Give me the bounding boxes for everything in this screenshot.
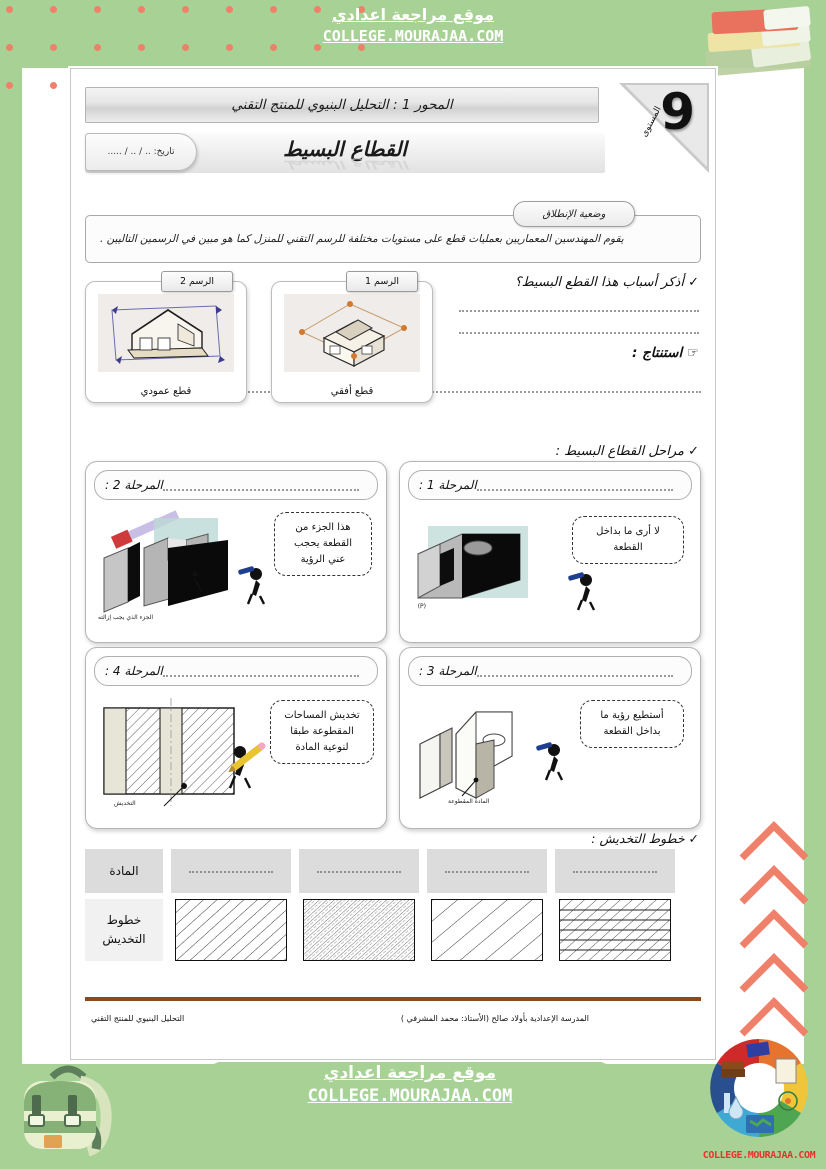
hatch-pattern-wide-diagonal — [431, 899, 543, 961]
hatch-lines-header: خطوط التخديش — [85, 899, 163, 961]
bottom-banner-url[interactable]: COLLEGE.MOURAJAA.COM — [307, 1086, 513, 1106]
stage-card-3 — [399, 647, 701, 829]
decor-dot — [226, 44, 233, 51]
hatch-pattern-cell — [555, 899, 675, 961]
decor-dot — [50, 82, 57, 89]
decor-dot — [138, 44, 145, 51]
chevron-up-icon — [736, 862, 814, 908]
date-field[interactable]: تاريخ: .. / .. / ..... — [85, 133, 197, 171]
figure-1-caption: قطع أفقي — [330, 386, 374, 397]
hatch-material-cell[interactable] — [171, 849, 291, 893]
decor-dot — [94, 44, 101, 51]
bottom-site-banner — [200, 1061, 620, 1117]
question-1 — [459, 275, 699, 334]
hatch-material-cell[interactable] — [555, 849, 675, 893]
backpack-icon — [10, 1051, 128, 1161]
chevron-up-icon — [736, 818, 814, 864]
stage-2-body — [92, 506, 380, 636]
figure-2-caption: قطع عمودي — [140, 386, 192, 397]
chevron-arrows-decoration — [730, 818, 826, 1018]
decor-dot — [6, 6, 13, 13]
stage-2-micro-label: الجزء الذي يجب إزالته — [98, 614, 154, 621]
stage-1-header[interactable] — [408, 470, 692, 500]
decor-dot — [182, 6, 189, 13]
situation-tag: وضعية الإنطلاق — [513, 201, 635, 227]
stage-1-bubble: لا أرى ما بداخل القطعة — [572, 516, 684, 564]
stages-heading: ✓ مراحل القطاع البسيط : — [555, 444, 699, 459]
chevron-up-icon — [736, 994, 814, 1040]
stage-3-body — [406, 692, 694, 822]
figure-1-tag: الرسم 1 — [346, 271, 418, 292]
hatch-table-material-row — [85, 849, 701, 893]
top-banner-title[interactable]: موقع مراجعة اعدادي — [331, 5, 495, 24]
stage-card-2 — [85, 461, 387, 643]
figure-1-image — [284, 294, 420, 372]
figure-2-tag: الرسم 2 — [161, 271, 233, 292]
decor-dot — [94, 6, 101, 13]
stage-2-label: المرحلة 2 : — [105, 478, 163, 492]
stage-card-1 — [399, 461, 701, 643]
stage-4-header[interactable] — [94, 656, 378, 686]
stage-3-header[interactable] — [408, 656, 692, 686]
hatch-material-cell[interactable] — [299, 849, 419, 893]
svg-text:(P): (P) — [417, 603, 426, 610]
stage-card-4 — [85, 647, 387, 829]
decor-dot — [226, 6, 233, 13]
answer-line[interactable] — [459, 331, 699, 334]
stage-1-body — [406, 506, 694, 636]
stage-3-micro-label: المادة المقطوعة — [448, 798, 490, 805]
level-badge-number: 9 — [660, 83, 695, 141]
stage-4-label: المرحلة 4 : — [105, 664, 163, 678]
stage-2-bubble: هذا الجزء من القطعة يحجب عني الرؤية — [274, 512, 372, 576]
hatch-pattern-cross-lines — [559, 899, 671, 961]
stage-3-bubble: أستطيع رؤية ما بداخل القطعة — [580, 700, 684, 748]
hatch-table — [85, 849, 701, 961]
stage-4-bubble: تخديش المساحات المقطوعة طبقا لنوعية المادة — [270, 700, 374, 764]
decor-dot — [50, 44, 57, 51]
footer-subject-text: التحليل البنيوي للمنتج التقني — [91, 1014, 185, 1023]
conclusion-label: ☞ استنتاج : — [631, 345, 699, 361]
question-1-text: ✓ أذكر أسباب هذا القطع البسيط؟ — [514, 275, 699, 290]
top-banner-url[interactable]: COLLEGE.MOURAJAA.COM — [322, 27, 504, 45]
stage-1-label: المرحلة 1 : — [419, 478, 477, 492]
books-stack-icon — [700, 2, 820, 88]
hatch-heading: ✓ خطوط التخديش : — [591, 831, 699, 846]
level-badge-label: المستوى — [639, 105, 664, 139]
figure-2-image — [98, 294, 234, 372]
hatch-material-cell[interactable] — [427, 849, 547, 893]
figure-2-card — [85, 281, 247, 403]
situation-text: يقوم المهندسين المعماريين بعمليات قطع على مستويات مختلفة للرسم التقني للمنزل كما هو مبين في الرسمين التاليين . — [100, 233, 624, 245]
axis-title-text: المحور 1 : التحليل البنيوي للمنتج التقني — [231, 97, 453, 113]
chevron-up-icon — [736, 906, 814, 952]
hatch-table-pattern-row — [85, 899, 701, 961]
hatch-pattern-cell — [171, 899, 291, 961]
lesson-title: القطاع البسيط — [283, 137, 407, 161]
hatch-pattern-cell — [299, 899, 419, 961]
stage-3-label: المرحلة 3 : — [419, 664, 477, 678]
footer-rule — [85, 997, 701, 1001]
stage-4-micro-label: التخديش — [114, 800, 136, 807]
chevron-up-icon — [736, 950, 814, 996]
bottom-banner-title[interactable]: موقع مراجعة اعدادي — [323, 1063, 497, 1083]
hatch-pattern-dense-diagonal — [303, 899, 415, 961]
hatch-pattern-cell — [427, 899, 547, 961]
stage-4-body — [92, 692, 380, 822]
hatch-material-header: المادة — [85, 849, 163, 893]
footer-school-text: المدرسة الإعدادية بأولاد صالح (الأستاذ: محمد المشرفي ) — [400, 1014, 589, 1023]
lesson-title-reflection: القطاع البسيط — [283, 158, 407, 172]
decor-dot — [50, 6, 57, 13]
site-logo-icon — [706, 1035, 812, 1141]
worksheet-page — [70, 68, 716, 1060]
green-left-band — [0, 0, 22, 1169]
stage-2-header[interactable] — [94, 470, 378, 500]
decor-dot — [182, 44, 189, 51]
decor-dot — [138, 6, 145, 13]
top-site-banner — [253, 4, 573, 56]
figure-1-card — [271, 281, 433, 403]
decor-dot — [6, 82, 13, 89]
decor-dot — [6, 44, 13, 51]
logo-caption: COLLEGE.MOURAJAA.COM — [702, 1150, 816, 1161]
axis-title-bar — [85, 87, 599, 123]
answer-line[interactable] — [459, 309, 699, 312]
hatch-pattern-medium-diagonal — [175, 899, 287, 961]
